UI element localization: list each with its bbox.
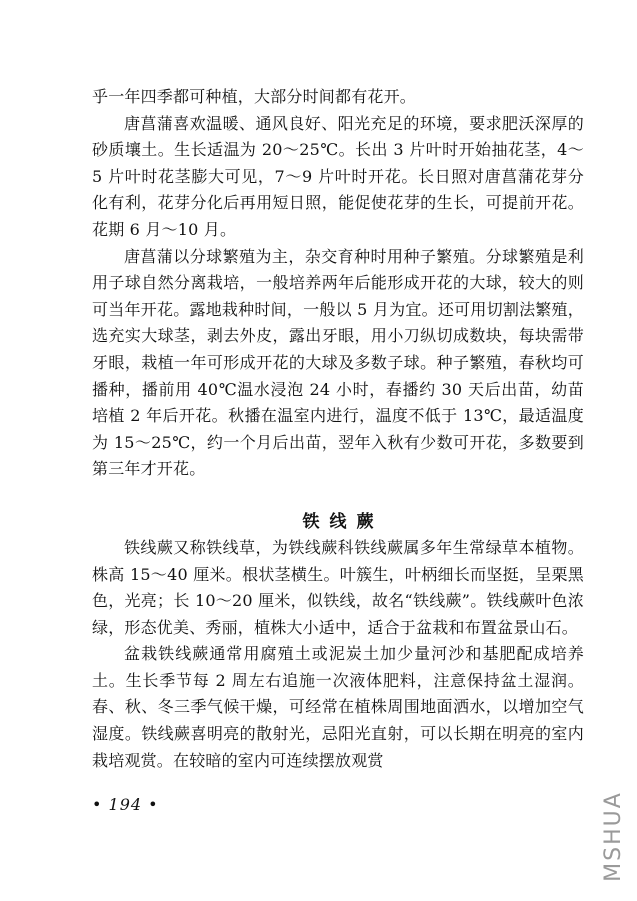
page-number: • 194 •	[92, 795, 159, 814]
paragraph-fern-description: 铁线蕨又称铁线草，为铁线蕨科铁线蕨属多年生常绿草本植物。株高 15～40 厘米。根状茎横生。叶簇生，叶柄细长而坚挺，呈栗黑色，光亮；长 10～20 厘米，似铁线，故名“铁线蕨”。铁线蕨叶色浓绿，形态优美、秀丽，植株大小适中，适合于盆栽和布置盆景山石。	[92, 537, 584, 637]
watermark	[593, 786, 633, 886]
paragraph-continuation: 乎一年四季都可种植，大部分时间都有花开。	[92, 87, 417, 106]
watermark-text: MSHUA	[600, 790, 626, 882]
section-title-maidenhair-fern: 铁线蕨	[302, 511, 384, 532]
page-body	[92, 84, 584, 774]
paragraph-gladiolus-propagation: 唐菖蒲以分球繁殖为主，杂交育种时用种子繁殖。分球繁殖是利用子球自然分离栽培，一般培养两年后能形成开花的大球，较大的则可当年开花。露地栽种时间，一般以 5 月为宜。还可用切割法繁殖，选充实大球茎，剥去外皮，露出牙眼，用小刀纵切成数块，每块需带牙眼，栽植一年可形成开花的大球及多数子球。种子繁殖，春秋均可播种，播前用 40℃温水浸泡 24 小时，春播约 30 天后出苗，幼苗培植 2 年后开花。秋播在温室内进行，温度不低于 13℃，最适温度为 15～25℃，约一个月后出苗，翌年入秋有少数可开花，多数要到第三年才开花。	[92, 246, 584, 479]
paragraph-gladiolus-environment: 唐菖蒲喜欢温暖、通风良好、阳光充足的环境，要求肥沃深厚的砂质壤土。生长适温为 20～25℃。长出 3 片叶时开始抽花茎，4～5 片叶时花茎膨大可见，7～9 片叶时开花。长日照对唐菖蒲花芽分化有利，花芽分化后再用短日照，能促使花芽的生长，可提前开花。花期 6 月～10 月。	[92, 113, 584, 239]
paragraph-fern-cultivation: 盆栽铁线蕨通常用腐殖土或泥炭土加少量河沙和基肥配成培养土。生长季节每 2 周左右追施一次液体肥料，注意保持盆土湿润。春、秋、冬三季气候干燥，可经常在植株周围地面洒水，以增加空气湿度。铁线蕨喜明亮的散射光，忌阳光直射，可以长期在明亮的室内栽培观赏。在较暗的室内可连续摆放观赏	[92, 644, 584, 770]
